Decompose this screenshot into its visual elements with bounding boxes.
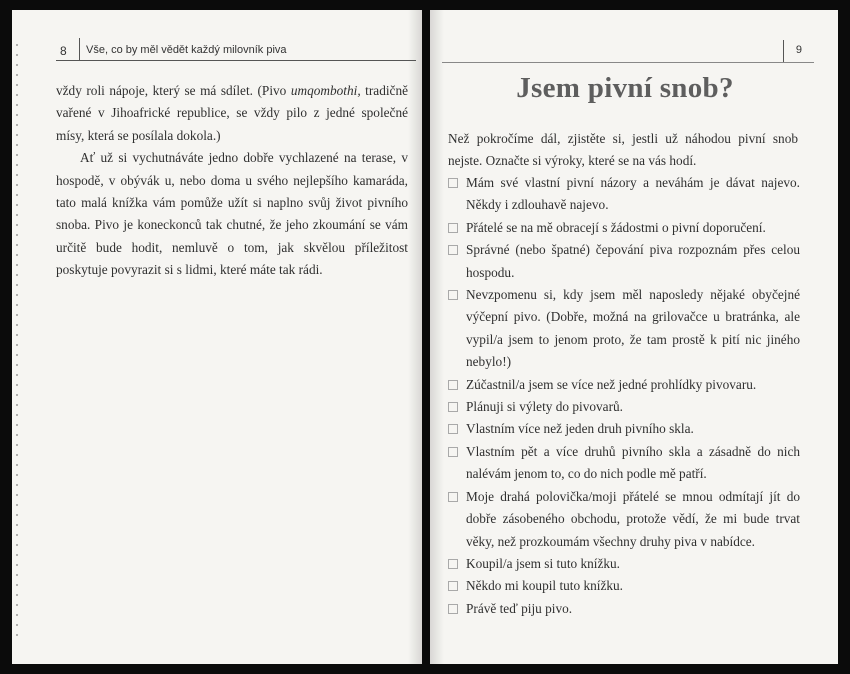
left-running-head <box>56 38 416 61</box>
checklist <box>446 172 800 620</box>
checklist-item <box>446 217 800 239</box>
running-head-separator <box>79 38 80 60</box>
checklist-item <box>446 418 800 440</box>
checkbox-icon <box>448 223 458 233</box>
checkbox-icon <box>448 402 458 412</box>
running-title: Vše, co by měl vědět každý milovník piva <box>86 44 287 56</box>
checklist-item <box>446 598 800 620</box>
page-edge-dots <box>16 40 18 644</box>
checklist-item <box>446 553 800 575</box>
checklist-item-text: Někdo mi koupil tuto knížku. <box>466 578 623 594</box>
checkbox-icon <box>448 581 458 591</box>
chapter-heading: Jsem pivní snob? <box>516 72 734 104</box>
checklist-item-text: Zúčastnil/a jsem se více než jedné prohlídky pivovaru. <box>466 376 757 392</box>
checkbox-icon <box>448 604 458 614</box>
checklist-item <box>446 284 800 374</box>
checklist-item-text: Plánuji si výlety do pivovarů. <box>466 399 623 415</box>
checklist-item-text: Správné (nebo špatné) čepování piva rozpoznám přes celou hospodu. <box>466 242 800 280</box>
checkbox-icon <box>448 290 458 300</box>
checklist-item-text: Nevzpomenu si, kdy jsem měl naposledy nějaké obyčejné výčepní pivo. (Dobře, možná na grilovačce u bratránka, ale vypil/a jsem to jenom proto, že tam prostě k pití nic jiného nebylo!) <box>466 287 800 370</box>
checklist-item <box>446 575 800 597</box>
checkbox-icon <box>448 492 458 502</box>
checklist-item-text: Koupil/a jsem si tuto knížku. <box>466 555 621 571</box>
intro-paragraph: Než pokročíme dál, zjistěte si, jestli už náhodou pivní snob nejste. Označte si výroky, které se na vás hodí. <box>448 131 798 169</box>
left-gutter-shadow <box>408 10 422 664</box>
checklist-item <box>446 486 800 553</box>
checkbox-icon <box>448 424 458 434</box>
paragraph1-italic-term: umqombothi, <box>290 83 361 98</box>
checklist-item <box>446 239 800 284</box>
checkbox-icon <box>448 178 458 188</box>
checklist-item-text: Moje drahá polovička/moji přátelé se mnou odmítají jít do dobře zásobeného obchodu, protože vědí, že mi bude trvat věky, než prozkoumám všechny druhy piva v nabídce. <box>466 488 800 549</box>
left-page <box>12 10 422 664</box>
right-gutter-shadow <box>430 10 444 664</box>
checklist-item <box>446 396 800 418</box>
checklist-item <box>446 172 800 217</box>
checklist-item-text: Mám své vlastní pivní názory a neváhám je dávat najevo. Někdy i zdlouhavě najevo. <box>466 175 800 213</box>
checkbox-icon <box>448 447 458 457</box>
checkbox-icon <box>448 245 458 255</box>
left-paragraph-2: Ať už si vychutnáváte jedno dobře vychlazené na terase, v hospodě, v obývák u, nebo doma u svého nejlepšího kamaráda, tato malá knížka vám pomůže užít si naplno svůj život pivního snoba. Pivo je koneckonců tak chutné, že jeho zkoumání se vám určitě bude hodit, nemluvě o tom, jak skvělou příležitost poskytuje povyrazit si s lidmi, které máte tak rádi. <box>56 150 408 278</box>
left-paragraph-1 <box>56 80 408 147</box>
paragraph1-after: tradičně vařené v Jihoafrické republice, se vždy pilo z jedné společné mísy, která se posílala dokola.) <box>56 83 408 143</box>
checklist-item-text: Právě teď piju pivo. <box>466 600 573 616</box>
paragraph1-before: vždy roli nápoje, který se má sdílet. (Pivo <box>56 83 291 98</box>
right-page <box>430 10 838 664</box>
checklist-item-text: Vlastním více než jeden druh pivního skla. <box>466 421 694 437</box>
checklist-item <box>446 374 800 396</box>
checkbox-icon <box>448 380 458 390</box>
intro-text <box>448 128 798 173</box>
right-page-number: 9 <box>795 44 802 56</box>
right-running-head <box>442 32 814 63</box>
checklist-item-text: Přátelé se na mě obracejí s žádostmi o pivní doporučení. <box>466 219 766 235</box>
checkbox-icon <box>448 559 458 569</box>
left-page-number: 8 <box>60 44 67 58</box>
checklist-item <box>446 441 800 486</box>
left-body-text <box>56 80 408 282</box>
running-head-separator <box>783 40 784 62</box>
checklist-item-text: Vlastním pět a více druhů pivního skla a zásadně do nich nalévám jenom to, co do nich podle mě patří. <box>466 443 800 482</box>
